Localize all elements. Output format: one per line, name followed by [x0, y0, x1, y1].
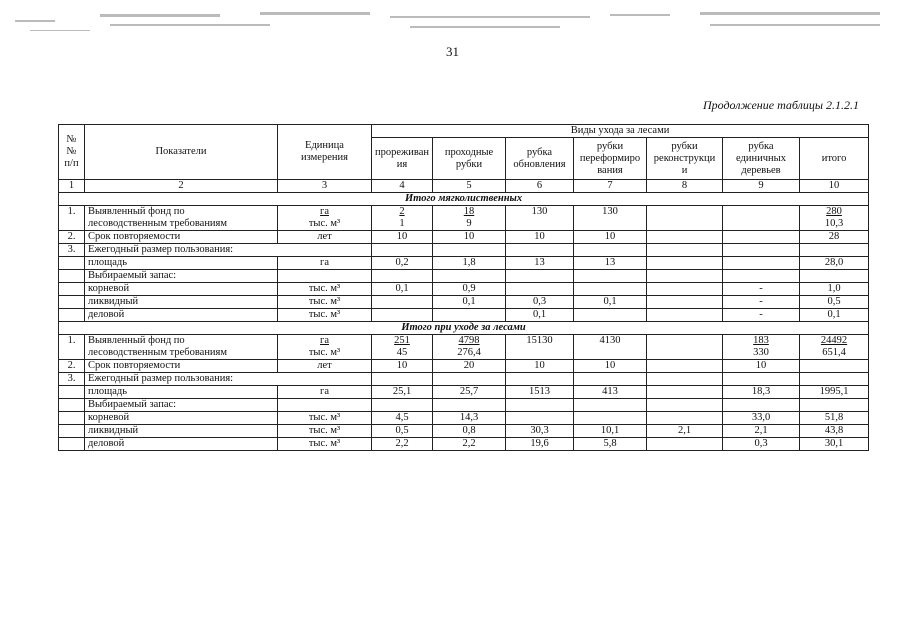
row-label: Ежегодный размер пользования:	[85, 372, 372, 385]
cell-value: 10	[506, 230, 574, 243]
cell-value: 20	[433, 359, 506, 372]
cell-value: 10	[372, 230, 433, 243]
row-unit: тыс. м³	[278, 295, 372, 308]
col-number: 6	[506, 180, 574, 193]
row-number: 3.	[59, 243, 85, 256]
cell-value: 0,1	[433, 295, 506, 308]
cell-value: 10	[574, 230, 647, 243]
table-row	[59, 205, 869, 230]
col-number: 4	[372, 180, 433, 193]
header-type-reconstruction: рубки реконструкци и	[647, 138, 723, 180]
col-number: 9	[723, 180, 800, 193]
table-row	[59, 295, 869, 308]
cell-value: 33,0	[723, 411, 800, 424]
row-number: 1.	[59, 334, 85, 359]
section-title: Итого мягколиственных	[59, 192, 869, 205]
header-type-passing-cuts: проходные рубки	[433, 138, 506, 180]
cell-value: 0,8	[433, 424, 506, 437]
cell-value: 130	[574, 205, 647, 230]
row-number: 3.	[59, 372, 85, 385]
table-row	[59, 230, 869, 243]
row-unit: тыс. м³	[278, 424, 372, 437]
cell-value: 4,5	[372, 411, 433, 424]
table-row	[59, 243, 869, 256]
row-unit: га тыс. м³	[278, 334, 372, 359]
row-label: ликвидный	[85, 295, 278, 308]
section-title: Итого при уходе за лесами	[59, 321, 869, 334]
row-unit: га	[278, 256, 372, 269]
cell-value: 280 10,3	[800, 205, 869, 230]
row-label: корневой	[85, 282, 278, 295]
cell-value: 51,8	[800, 411, 869, 424]
col-number: 5	[433, 180, 506, 193]
cell-value: 0,1	[372, 282, 433, 295]
row-unit: тыс. м³	[278, 282, 372, 295]
row-label: деловой	[85, 437, 278, 450]
scan-noise	[10, 6, 895, 36]
table-row	[59, 424, 869, 437]
col-number: 8	[647, 180, 723, 193]
row-unit: лет	[278, 230, 372, 243]
header-col-indicator: Показатели	[85, 125, 278, 180]
cell-value: 4130	[574, 334, 647, 359]
cell-value: 13	[506, 256, 574, 269]
cell-value: 10,1	[574, 424, 647, 437]
col-number: 7	[574, 180, 647, 193]
row-label: Выбираемый запас:	[85, 398, 278, 411]
cell-value: 413	[574, 385, 647, 398]
cell-value: 2,2	[433, 437, 506, 450]
cell-value: 28,0	[800, 256, 869, 269]
row-unit: га тыс. м³	[278, 205, 372, 230]
cell-value: 10	[506, 359, 574, 372]
cell-value: 10	[372, 359, 433, 372]
table-row	[59, 269, 869, 282]
row-label: Выявленный фонд по лесоводственным требованиям	[85, 334, 278, 359]
table-row	[59, 359, 869, 372]
cell-value: 13	[574, 256, 647, 269]
cell-value: -	[723, 308, 800, 321]
table-row	[59, 385, 869, 398]
cell-value: 15130	[506, 334, 574, 359]
table-row	[59, 398, 869, 411]
cell-value: 2,1	[723, 424, 800, 437]
cell-value: 30,3	[506, 424, 574, 437]
cell-value: 0,9	[433, 282, 506, 295]
cell-value: 14,3	[433, 411, 506, 424]
row-label: Выбираемый запас:	[85, 269, 278, 282]
col-number: 1	[59, 180, 85, 193]
cell-value: 0,5	[372, 424, 433, 437]
row-label: Срок повторяемости	[85, 359, 278, 372]
cell-value: 4798 276,4	[433, 334, 506, 359]
forest-care-table	[58, 124, 869, 451]
row-label: ликвидный	[85, 424, 278, 437]
row-label: корневой	[85, 411, 278, 424]
page-number: 31	[446, 44, 459, 59]
header-type-reformation: рубки переформиро вания	[574, 138, 647, 180]
cell-value: 251 45	[372, 334, 433, 359]
cell-value: 0,1	[506, 308, 574, 321]
cell-value: 30,1	[800, 437, 869, 450]
row-label: площадь	[85, 256, 278, 269]
cell-value: 24492 651,4	[800, 334, 869, 359]
cell-value: 19,6	[506, 437, 574, 450]
header-group-title: Виды ухода за лесами	[372, 125, 869, 138]
cell-value: 10	[433, 230, 506, 243]
cell-value: 183 330	[723, 334, 800, 359]
row-number: 1.	[59, 205, 85, 230]
row-unit: га	[278, 385, 372, 398]
cell-value: -	[723, 282, 800, 295]
cell-value: 1,8	[433, 256, 506, 269]
cell-value: 0,3	[723, 437, 800, 450]
row-unit: тыс. м³	[278, 411, 372, 424]
cell-value: 0,1	[800, 308, 869, 321]
cell-value: 28	[800, 230, 869, 243]
cell-value: 1,0	[800, 282, 869, 295]
row-label: деловой	[85, 308, 278, 321]
table-row	[59, 308, 869, 321]
cell-value: 0,3	[506, 295, 574, 308]
cell-value: 25,1	[372, 385, 433, 398]
header-type-total: итого	[800, 138, 869, 180]
row-label: Выявленный фонд по лесоводственным требованиям	[85, 205, 278, 230]
row-number: 2.	[59, 359, 85, 372]
col-number: 10	[800, 180, 869, 193]
table-continuation-label: Продолжение таблицы 2.1.2.1	[702, 98, 859, 112]
cell-empty	[723, 205, 800, 230]
cell-value: 1513	[506, 385, 574, 398]
cell-value: 10	[574, 359, 647, 372]
cell-value: 2,1	[647, 424, 723, 437]
cell-value: 10	[723, 359, 800, 372]
header-type-renewal: рубка обновления	[506, 138, 574, 180]
table-row	[59, 372, 869, 385]
cell-value: 43,8	[800, 424, 869, 437]
cell-value: 18 9	[433, 205, 506, 230]
header-col-num: №№ п/п	[59, 125, 85, 180]
header-col-unit: Единица измерения	[278, 125, 372, 180]
row-unit: тыс. м³	[278, 308, 372, 321]
cell-value: -	[723, 295, 800, 308]
cell-value: 25,7	[433, 385, 506, 398]
col-number: 2	[85, 180, 278, 193]
header-type-single-trees: рубка единичных деревьев	[723, 138, 800, 180]
cell-value: 2,2	[372, 437, 433, 450]
cell-value: 130	[506, 205, 574, 230]
cell-value: 0,1	[574, 295, 647, 308]
row-label: площадь	[85, 385, 278, 398]
row-label: Ежегодный размер пользования:	[85, 243, 372, 256]
row-unit: лет	[278, 359, 372, 372]
header-type-thinning: прореживан ия	[372, 138, 433, 180]
table-row	[59, 334, 869, 359]
cell-value: 0,5	[800, 295, 869, 308]
table-row	[59, 437, 869, 450]
table-row	[59, 256, 869, 269]
cell-value: 18,3	[723, 385, 800, 398]
cell-empty	[647, 205, 723, 230]
table-row	[59, 282, 869, 295]
cell-value: 0,2	[372, 256, 433, 269]
cell-value: 5,8	[574, 437, 647, 450]
col-number: 3	[278, 180, 372, 193]
row-number: 2.	[59, 230, 85, 243]
row-unit: тыс. м³	[278, 437, 372, 450]
cell-value: 1995,1	[800, 385, 869, 398]
table-row	[59, 411, 869, 424]
row-label: Срок повторяемости	[85, 230, 278, 243]
cell-value: 2 1	[372, 205, 433, 230]
